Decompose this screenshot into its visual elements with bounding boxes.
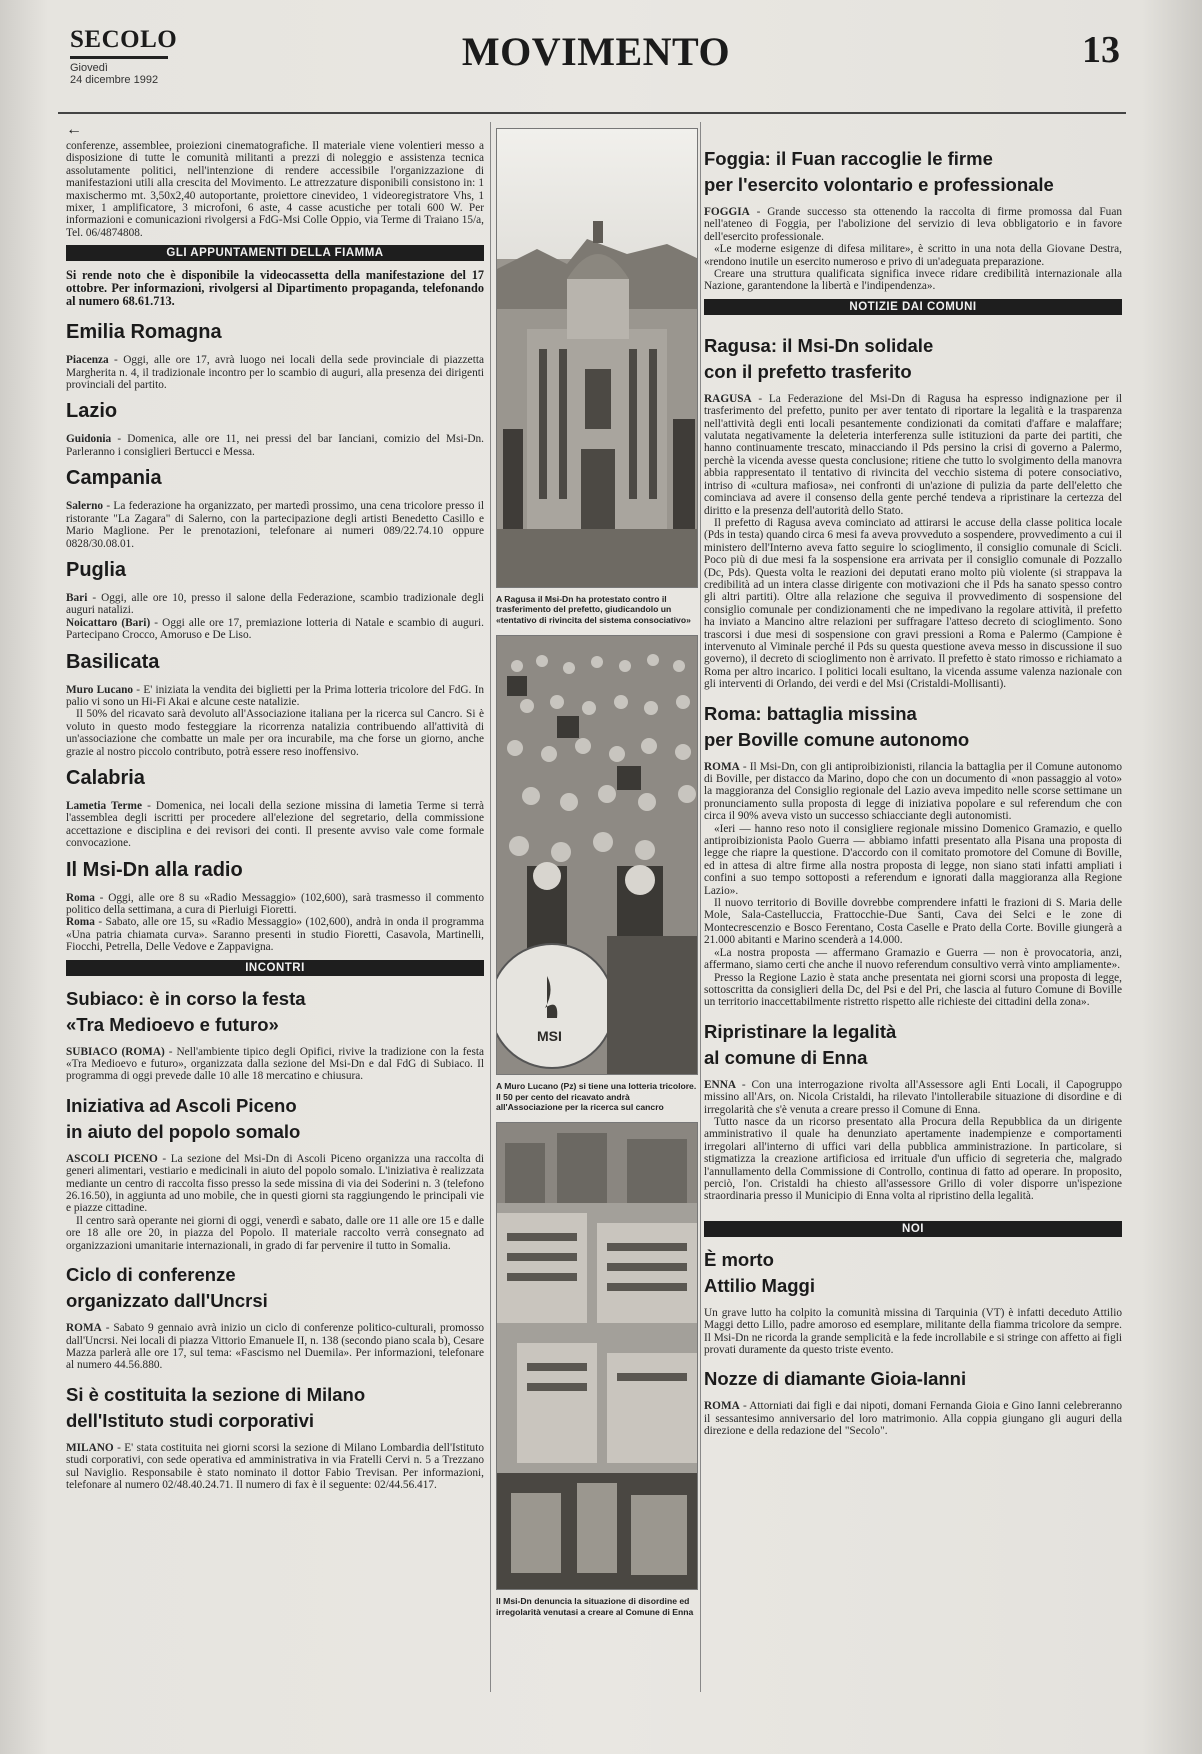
photo-column [496,128,698,1627]
header-rule [58,112,1126,114]
gioia-headline: Nozze di diamante Gioia-Ianni [704,1368,967,1390]
boville-text-2: «Ieri — hanno reso noto il consigliere regionale missino Domenico Gramazio, e quello antiproibizionista Paolo Guerra — abbiamo infatti presentato alla Pisana una proposta di legge che riapre la questione. D'accordo con il comitato promotore del Comune di Boville, ed in attesa di altre firme alla nostra proposta di legge, non siano stati infatti ampliati i confini a suo tempo sottoposti a referendum e ignorati dalla maggioranza alla Regione Lazio». [704,822,1122,897]
cathedral-image [497,129,698,588]
enna-text: ENNA - Con una interrogazione rivolta all'Assessore agli Enti Locali, il Capogruppo missino all'Ars, on. Nicola Cristaldi, ha rilevato l'intollerabile situazione di disordine e di irregolarità che s'è venuta a creare presso il Comune di Enna. [704,1078,1122,1116]
region-puglia-text: Bari - Oggi, alle ore 10, presso il salone della Federazione, scambio tradizionale degli auguri natalizi. [66,591,484,617]
boville-text-5: Presso la Regione Lazio è stata anche presentata nei giorni scorsi una proposta di legge, sottoscritta da consiglieri della Dc, del Psi e del Pri, che lascia al futuro Comune di Boville un territorio inaccettabilmente ristretto rispetto alle richieste dei cittadini della zona». [704,971,1122,1009]
region-campania-text: Salerno - La federazione ha organizzato, per martedì prossimo, una cena tricolore presso il ristorante "La Zagara" di Salerno, con la partecipazione degli artisti Benedetto Casillo e Mario Maglione. Per le prenotazioni, telefonare ai numeri 089/22.74.10 oppure 0828/30.08.01. [66,500,484,550]
maggi-headline: È morto Attilio Maggi [704,1248,815,1296]
bar-notizie-comuni: NOTIZIE DAI COMUNI [704,299,1122,315]
region-puglia-text-2: Noicattaro (Bari) - Oggi alle ore 17, premiazione lotteria di Natale e scambio di auguri. Partecipano Crocco, Amoruso e De Liso. [66,616,484,642]
column-divider [700,122,701,1692]
dateline-date: 24 dicembre 1992 [70,74,159,86]
radio-text-2: Roma - Sabato, alle ore 15, su «Radio Messaggio» (102,600), andrà in onda il programma «Una patria chiamata curva». Saranno presenti in studio Fioretti, Casavola, Martinelli, Fiocchi, Petrella, Delle Vedove e Zappavigna. [66,916,484,954]
region-lazio-text: Guidonia - Domenica, alle ore 11, nei pressi del bar Ianciani, comizio del Msi-Dn. Parleranno i consiglieri Bertucci e Messa. [66,433,484,458]
continued-arrow-icon: ← [66,121,82,138]
column-divider [490,122,491,1692]
enna-city-photo [496,1122,698,1590]
newspaper-logo: SECOLO [70,26,178,53]
bar-appuntamenti: GLI APPUNTAMENTI DELLA FIAMMA [66,245,484,261]
enna-headline: Ripristinare la legalità al comune di Enna [704,1020,897,1068]
section-title: MOVIMENTO [461,29,731,74]
region-emilia-text: Piacenza - Oggi, alle ore 17, avrà luogo nei locali della sede provinciale di piazzetta Margherita n. 4, il tradizionale incontro per lo scambio di auguri, alla presenza dei dirigenti provinciali del partito. [66,354,484,392]
ragusa-headline: Ragusa: il Msi-Dn solidale con il prefetto trasferito [704,334,934,382]
region-emilia-title: Emilia Romagna [66,321,222,344]
ragusa-text-2: Il prefetto di Ragusa aveva cominciato ad attirarsi le accuse della classe politica locale (Pds in testa) quando circa 6 mesi fa aveva provveduto a sospendere, provvedimento a cui il ministero dell'Interno aveva fatto seguire lo scioglimento, il consiglio comunale di Scicli. Poco più di due mesi fa la sospensione era arrivata per il consiglio comunale di Pozzallo (Dc, Pds). Questa volta le reazioni dei deputati erano molto più violente (si strappava la credibilità ad un intera classe dirigente con motivazioni che il Pds ha sanato spesso contro gli altri partiti). Oltre alla relazione che seguiva il provvedimento di sospensione del consiglio comunale per condizionamenti che ne impedivano la regolare attività, il prefetto ha inviato a Mancino altre relazioni per suffragare l'atteso decreto di scioglimento. Sono trascorsi i due mesi di sospensione con gravi pressioni a Roma e Palermo (Campione è intervenuto al Viminale perché il Pds su questa questione aveva messo in discussione il suo governo), il decreto di scioglimento non è arrivato. Il prefetto è stato rimosso e richiamato a Roma per altro incarico. I politici locali esultano, la vicenda assume valenza nazionale con gli interventi di Orlando, dei verdi e del Msi (Cristaldi-Mollisanti). [704,516,1122,691]
boville-text: ROMA - Il Msi-Dn, con gli antiproibizionisti, rilancia la battaglia per il Comune autonomo di Boville, per distacco da Marino, dopo che con un documento di «non passaggio al voto» la maggioranza del Consiglio regionale del Lazio aveva impedito nelle scorse settimane un pronunciamento sulla proposta di legge di iniziativa popolare e sul referendum che con circa il 90% aveva visto un successo schiacciante degli autonomisti. [704,760,1122,823]
left-column [66,122,484,1497]
enna-text-2: Tutto nasce da un ricorso presentato alla Procura della Repubblica da un dirigente amministrativo il quale ha denunziato apertamente inadempienze e comportamenti irregolari all'interno di uffici vari della pubblica amministrazione. In particolare, si stigmatizza la creazione artificiosa ed irrituale d'un ufficio di segreteria che, malgrado l'annullamento della Commissione di Controllo, continua di fatto ad operare. In proposito, perciò, l'on. Cristaldi ha chiesto all'assessore Grillo di voler disporre un'ispezione straordinaria presso il Municipio di Enna volta al ripristino della legalità. [704,1115,1122,1203]
region-basilicata-text-2: Il 50% del ricavato sarà devoluto all'Associazione italiana per la ricerca sul Cancro. Si è voluto in questo modo festeggiare la ricorrenza natalizia contribuendo all'attività di un'associazione che combatte un male per ora incurabile, ma che forse un giorno, anche grazie al nostro piccolo contributo, potrà essere reso inoffensivo. [66,708,484,758]
city-image [497,1123,698,1590]
bar-noi: NOI [704,1221,1122,1237]
ragusa-cathedral-photo [496,128,698,588]
uncrsi-text: ROMA - Sabato 9 gennaio avrà inizio un ciclo di conferenze politico-culturali, promosso dall'Uncrsi. Nei locali di piazza Vittorio Emanuele II, n. 138 (secondo piano scala b), Cesare Mazza parlerà alle ore 17, sul tema: «Fascismo nel Duemila». Per informazioni, telefonare al numero 44.56.880. [66,1322,484,1372]
radio-text-1: Roma - Oggi, alle ore 8 su «Radio Messaggio» (102,600), sarà trasmesso il commento politico della settimana, a cura di Pierluigi Fioretti. [66,891,484,916]
photo-caption-muro: A Muro Lucano (Pz) si tiene una lotteria tricolore. Il 50 per cento del ricavato andrà all'Associazione per la ricerca sul cancro [496,1081,697,1113]
foggia-text: FOGGIA - Grande successo sta ottenendo la raccolta di firme promossa dal Fuan nell'ateneo di Foggia, per l'abolizione del servizio di leva obbligatorio e in favore dell'esercito professionale. [704,206,1122,243]
milano-headline: Si è costituita la sezione di Milano dell'Istituto studi corporativi [66,1383,366,1431]
ascoli-text: ASCOLI PICENO - La sezione del Msi-Dn di Ascoli Piceno organizza una raccolta di generi alimentari, vestiario e medicinali in aiuto del popolo somalo. L'iniziativa è realizzata mediante un centro di raccolta fisso presso la sede missina di via dei Soderini n. 3 (telefono 26.16.50), in aggiunta ad uno mobile, che in questi giorni sta raggiungendo le principali vie e piazze cittadine. [66,1152,485,1215]
region-basilicata-text: Muro Lucano - E' iniziata la vendita dei biglietti per la Prima lotteria tricolore del FdG. In palio vi sono un Hi-Fi Akai e alcune ceste natalizie. [66,683,484,708]
subiaco-headline: Subiaco: è in corso la festa «Tra Medioevo e futuro» [66,987,306,1035]
ascoli-headline: Iniziativa ad Ascoli Piceno in aiuto del popolo somalo [66,1094,301,1142]
region-campania-title: Campania [66,467,162,490]
milano-text: MILANO - E' stata costituita nei giorni scorsi la sezione di Milano Lombardia dell'Istituto studi corporativi, con sede operativa ed amministrativa in via Fratelli Cervi n. 5 a Trezzano sul Naviglio. Responsabile è stato nominato il dottor Fabio Trevisan. Per informazioni, telefonare al numero 02/48.40.24.71. Il numero di fax è il seguente: 02/44.56.417. [66,1441,484,1491]
foggia-text-3: Creare una struttura qualificata significa invece ridare credibilità internazionale alla Nazione, garantendone la libertà e l'indipendenza». [704,268,1122,293]
crowd-image [497,636,698,1075]
ascoli-text-2: Il centro sarà operante nei giorni di oggi, venerdì e sabato, dalle ore 11 alle ore 15 e dalle ore 18 alle ore 20, in piazza del Popolo. Il materiale raccolto verrà consegnato ad organizzazioni umanitarie internazionali, in grado di far pervenire il tutto in Somalia. [66,1214,484,1252]
region-lazio-title: Lazio [66,400,118,423]
ragusa-text: RAGUSA - La Federazione del Msi-Dn di Ragusa ha espresso indignazione per il trasferimento del prefetto, punito per aver tentato di riportare la legalità e la trasparenza nell'attività degli enti locali pesantemente condizionati da comitati d'affare e malaffare; valutata negativamente la deleteria interferenza sulle istituzioni da parte dei partiti, che hanno continuamente trescato, minacciando il Pds persino la crisi di governo a Palermo, perchè la vicenda avesse questa conclusione; ritiene che tutto lo svolgimento della manovra abbia rappresentato il tentativo di rivincita del vecchio sistema di potere consociativo, intriso di «cultura mafiosa», nei confronti di un'azione di pulizia da parte dell'eletto che cominciava ad avere il consenso della gente perché tendeva a ripristinare la certezza del diritto e la presenza dell'autorità dello Stato. [704,392,1122,517]
crowd-rally-photo [496,635,698,1075]
right-column [704,122,1122,1444]
boville-text-4: «La nostra proposta — affermano Gramazio e Guerra — non è provocatoria, anzi, affermano, siamo certi che anche il nuovo referendum consultivo verrà vinto ampliamente». [704,946,1122,972]
foggia-text-2: «Le moderne esigenze di difesa militare», è scritto in una nota della Giovane Destra, «rendono inutile un esercito numeroso e privo di un'adeguata preparazione. [704,243,1122,268]
region-calabria-title: Calabria [66,766,145,789]
region-puglia-title: Puglia [66,558,127,581]
foggia-headline: Foggia: il Fuan raccoglie le firme per l'esercito volontario e professionale [704,148,1054,195]
subiaco-text: SUBIACO (ROMA) - Nell'ambiente tipico degli Opifici, rivive la tradizione con la festa «Tra Medioevo e futuro», organizzata dalla sezione del Msi-Dn e dal FdG di Subiaco. Il programma di oggi prevede dalle 10 alle 18 mercatino e chiusura. [66,1045,484,1083]
gioia-text: ROMA - Attorniati dai figli e dai nipoti, domani Fernanda Gioia e Gino Ianni celebreranno il sessantesimo anniversario del loro matrimonio. Alla coppia giungano gli auguri della direzione e della redazione del "Secolo". [704,1400,1122,1438]
uncrsi-headline: Ciclo di conferenze organizzato dall'Uncrsi [66,1264,268,1312]
photo-caption-enna: Il Msi-Dn denuncia la situazione di disordine ed irregolarità venutasi a creare al Comune di Enna [496,1596,694,1617]
boville-text-3: Il nuovo territorio di Boville dovrebbe comprendere infatti le frazioni di S. Maria delle Mole, Sala-Castelluccia, Frattocchie-Due Santi, Cava dei Selci e le zone di Montecrescenzio e Bosco Ferentano, Costa Caselle e Prato della Corte. Boville giungerà a 21.000 abitanti e Marino scenderà a 14.000. [704,897,1122,947]
photo-caption-ragusa: A Ragusa il Msi-Dn ha protestato contro il trasferimento del prefetto, giudicandolo un «tentativo di rivincita del sistema consociativo» [496,594,691,625]
page-number: 13 [1082,29,1120,71]
region-basilicata-title: Basilicata [66,650,160,673]
region-calabria-text: Lametia Terme - Domenica, nei locali della sezione missina di lametia Terme si terrà l'assemblea degli iscritti per procedere all'elezione del segretario, della commissione accettazione e disciplina e dei revisori dei conti. Il presente avviso vale come formale convocazione. [66,799,484,850]
dateline-day: Giovedì [70,62,108,74]
maggi-text: Un grave lutto ha colpito la comunità missina di Tarquinia (VT) è infatti deceduto Attilio Maggi detto Lillo, padre amoroso ed esemplare, militante della fiamma tricolore da sempre. Il Msi-Dn ne ricorda la grande semplicità e la fede incrollabile e si stringe con affetto ai figli provati duramente da questo triste evento. [704,1306,1122,1356]
masthead [66,22,1126,112]
videocassette-notice: Si rende noto che è disponibile la videocassetta della manifestazione del 17 ottobre. Per informazioni, rivolgersi al Dipartimento propaganda, telefonando al numero 68.61.713. [66,268,484,309]
bar-incontri: INCONTRI [66,960,484,976]
boville-headline: Roma: battaglia missina per Boville comune autonomo [704,702,970,750]
flag-msi-label: MSI [537,1028,562,1045]
intro-text: conferenze, assemblee, proiezioni cinematografiche. Il materiale viene volentieri messo a disposizione di tutte le comunità militanti a prezzi di noleggio e assistenza tecnica assolutamente politici, nell'intenzione di rendere accessibile l'organizzazione di manifestazioni utili alla crescita del Movimento. Le attrezzature disponibili consistono in: 1 maxischermo mt. 3,50x2,40 autoportante, proiettore cinevideo, 1 videoregistratore Vhs, 1 mixer, 1 amplificatore, 3 microfoni, 6 aste, 4 casse acustiche per totali 600 W. Per informazioni e comunicazioni rivolgersi a FdG-Msi Colle Oppio, via Terme di Traiano 15/a, Tel. 06/4874808. [66,140,484,239]
radio-title: Il Msi-Dn alla radio [66,858,243,881]
